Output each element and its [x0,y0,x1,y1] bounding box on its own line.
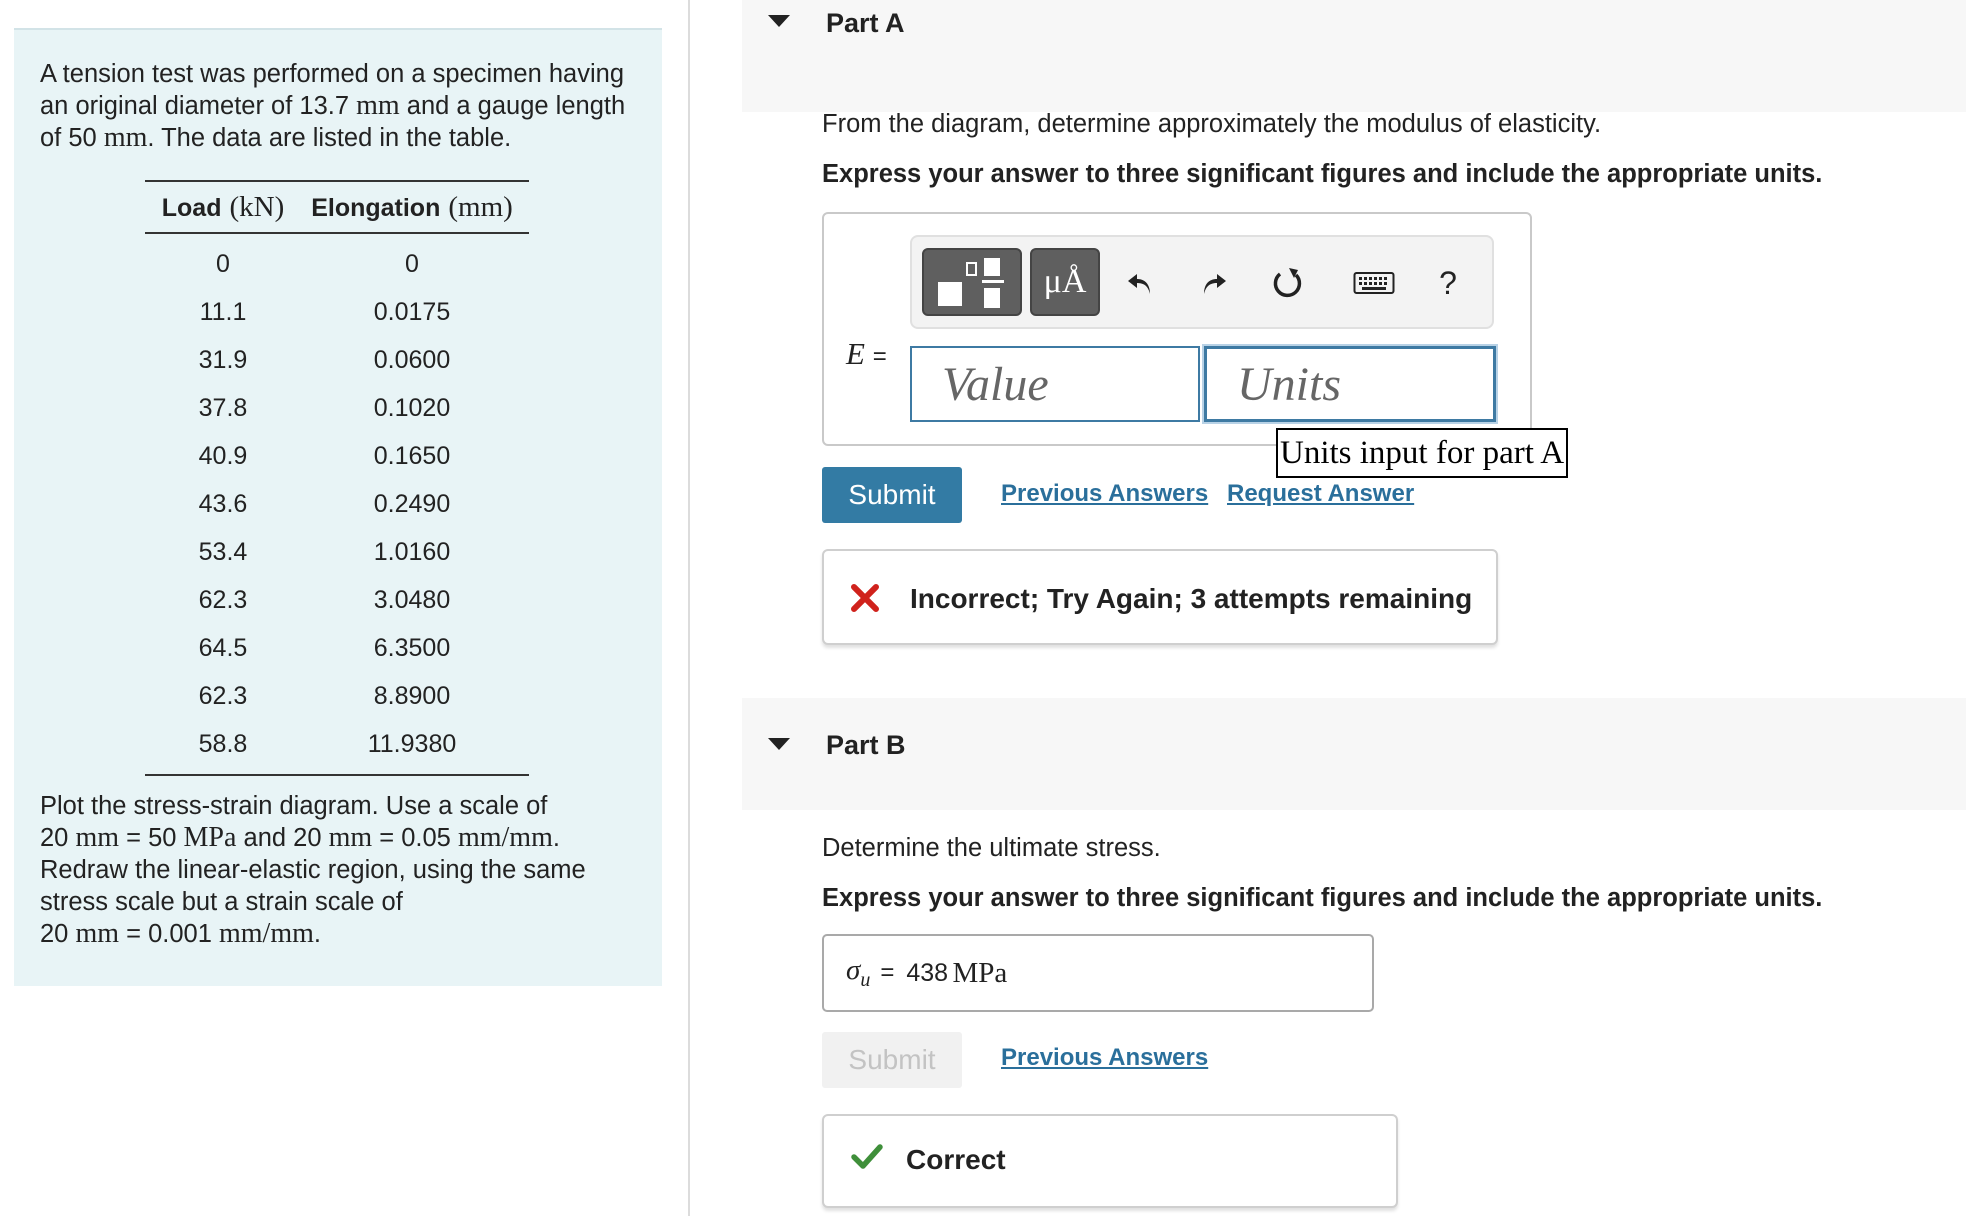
elongation-cell: 0.1020 [373,393,451,422]
answer-unit: MPa [952,956,1008,989]
scale-text: and 20 [236,824,329,852]
variable-symbol: E [846,336,865,371]
part-a-answer-box [822,212,1532,446]
table-row [145,240,529,288]
variable-symbol: σ [846,954,861,987]
variable-label [846,336,887,372]
elongation-cell: 0.1650 [373,441,451,470]
elongation-cell: 0.0175 [373,297,451,326]
undo-icon[interactable] [1116,259,1164,307]
part-a-header[interactable] [742,0,1966,112]
part-b-header[interactable] [742,698,1966,810]
incorrect-x-icon [848,581,882,615]
load-cell: 43.6 [198,489,248,518]
collapse-caret-icon[interactable] [768,738,790,750]
header-load-unit: (kN) [229,190,285,223]
scale-line-1 [40,822,660,854]
elongation-cell: 3.0480 [373,585,451,614]
scale-text: . [313,920,321,948]
part-a-title: Part A [826,8,905,38]
load-cell: 64.5 [198,633,248,662]
header-elongation-label: Elongation [311,193,441,222]
table-row [145,576,529,624]
part-b-question: Determine the ultimate stress. [822,834,1161,862]
part-b-feedback-text: Correct [906,1144,1006,1175]
scale-unit: MPa [183,822,237,853]
keyboard-icon[interactable] [1344,259,1404,307]
part-b-previous-answers-link[interactable]: Previous Answers [1001,1044,1209,1071]
part-b-instruction: Express your answer to three significant figures and include the appropriate units. [822,884,1823,912]
header-load [145,191,295,224]
part-b-answer-field [822,934,1374,1012]
scale-line-2 [40,918,660,950]
table-row [145,720,529,768]
answer-value: 438 [906,958,949,987]
math-toolbar [910,235,1494,329]
load-cell: 62.3 [198,681,248,710]
elongation-cell: 6.3500 [373,633,451,662]
request-answer-link[interactable]: Request Answer [1227,480,1415,507]
table-row [145,480,529,528]
table-row [145,432,529,480]
load-cell: 11.1 [199,297,247,326]
panel-divider [688,0,690,1216]
scale-unit: mm [328,822,373,853]
load-cell: 0 [216,249,230,278]
table-row [145,384,529,432]
scale-text: = 50 [119,824,184,852]
intro-text-3: . The data are listed in the table. [147,124,512,152]
header-load-label: Load [161,193,222,222]
problem-instructions [40,790,660,950]
part-a-feedback-text: Incorrect; Try Again; 3 attempts remaining [910,583,1473,614]
part-a-previous-answers-link[interactable]: Previous Answers [1001,480,1209,507]
units-tooltip: Units input for part A [1276,428,1568,478]
elongation-cell: 1.0160 [373,537,451,566]
table-body [145,234,529,774]
load-cell: 31.9 [198,345,248,374]
intro-unit-2: mm [103,122,148,153]
variable-subscript: u [860,968,871,991]
scale-text: . [552,824,560,852]
data-table [145,180,529,776]
table-row [145,528,529,576]
load-cell: 53.4 [198,537,248,566]
part-b-feedback [822,1114,1398,1208]
intro-text-2: and a gauge length of 50 [40,92,626,152]
scale-unit: mm [75,918,120,949]
units-input[interactable]: Units [1204,346,1496,422]
scale-text: = 0.05 [372,824,458,852]
header-elongation [295,191,529,224]
scale-unit: mm [75,822,120,853]
table-row [145,624,529,672]
scale-text: 20 [40,920,76,948]
elongation-cell: 11.9380 [367,729,457,758]
load-cell: 37.8 [198,393,248,422]
templates-button[interactable] [922,248,1022,316]
instructions-line-1: Plot the stress-strain diagram. Use a scale of [40,792,548,820]
instructions-line-2: Redraw the linear-elastic region, using the same stress scale but a strain scale of [40,856,586,916]
sigma-symbol [846,954,870,992]
problem-intro-text [40,58,646,154]
part-a-submit-button[interactable]: Submit [822,467,962,523]
table-row [145,672,529,720]
load-cell: 40.9 [198,441,248,470]
units-button[interactable]: μÅ [1030,248,1100,316]
correct-check-icon [850,1142,884,1172]
reset-icon[interactable] [1264,259,1312,307]
equals-sign: = [880,959,895,986]
elongation-cell: 0.0600 [373,345,451,374]
scale-text: 20 [40,824,76,852]
elongation-cell: 8.8900 [373,681,451,710]
equals-sign: = [872,343,887,370]
value-input[interactable]: Value [910,346,1200,422]
collapse-caret-icon[interactable] [768,15,790,27]
load-cell: 62.3 [198,585,248,614]
problem-panel [14,28,662,986]
part-b-title: Part B [826,730,906,760]
table-row [145,336,529,384]
table-header [145,182,529,234]
header-elongation-unit: (mm) [448,190,513,223]
scale-unit: mm/mm [218,918,314,949]
intro-unit-1: mm [356,90,400,121]
elongation-cell: 0 [405,249,419,278]
scale-unit: mm/mm [457,822,553,853]
load-cell: 58.8 [198,729,248,758]
part-a-question: From the diagram, determine approximately the modulus of elasticity. [822,110,1602,138]
part-a-feedback [822,549,1498,645]
part-a-instruction: Express your answer to three significant figures and include the appropriate units. [822,160,1823,188]
elongation-cell: 0.2490 [373,489,451,518]
help-button[interactable]: ? [1439,264,1457,301]
table-row [145,288,529,336]
redo-icon[interactable] [1190,259,1238,307]
scale-text: = 0.001 [119,920,219,948]
part-b-submit-button[interactable]: Submit [822,1032,962,1088]
intro-text-1: A tension test was performed on a specimen having an original diameter of 13.7 [40,60,624,120]
